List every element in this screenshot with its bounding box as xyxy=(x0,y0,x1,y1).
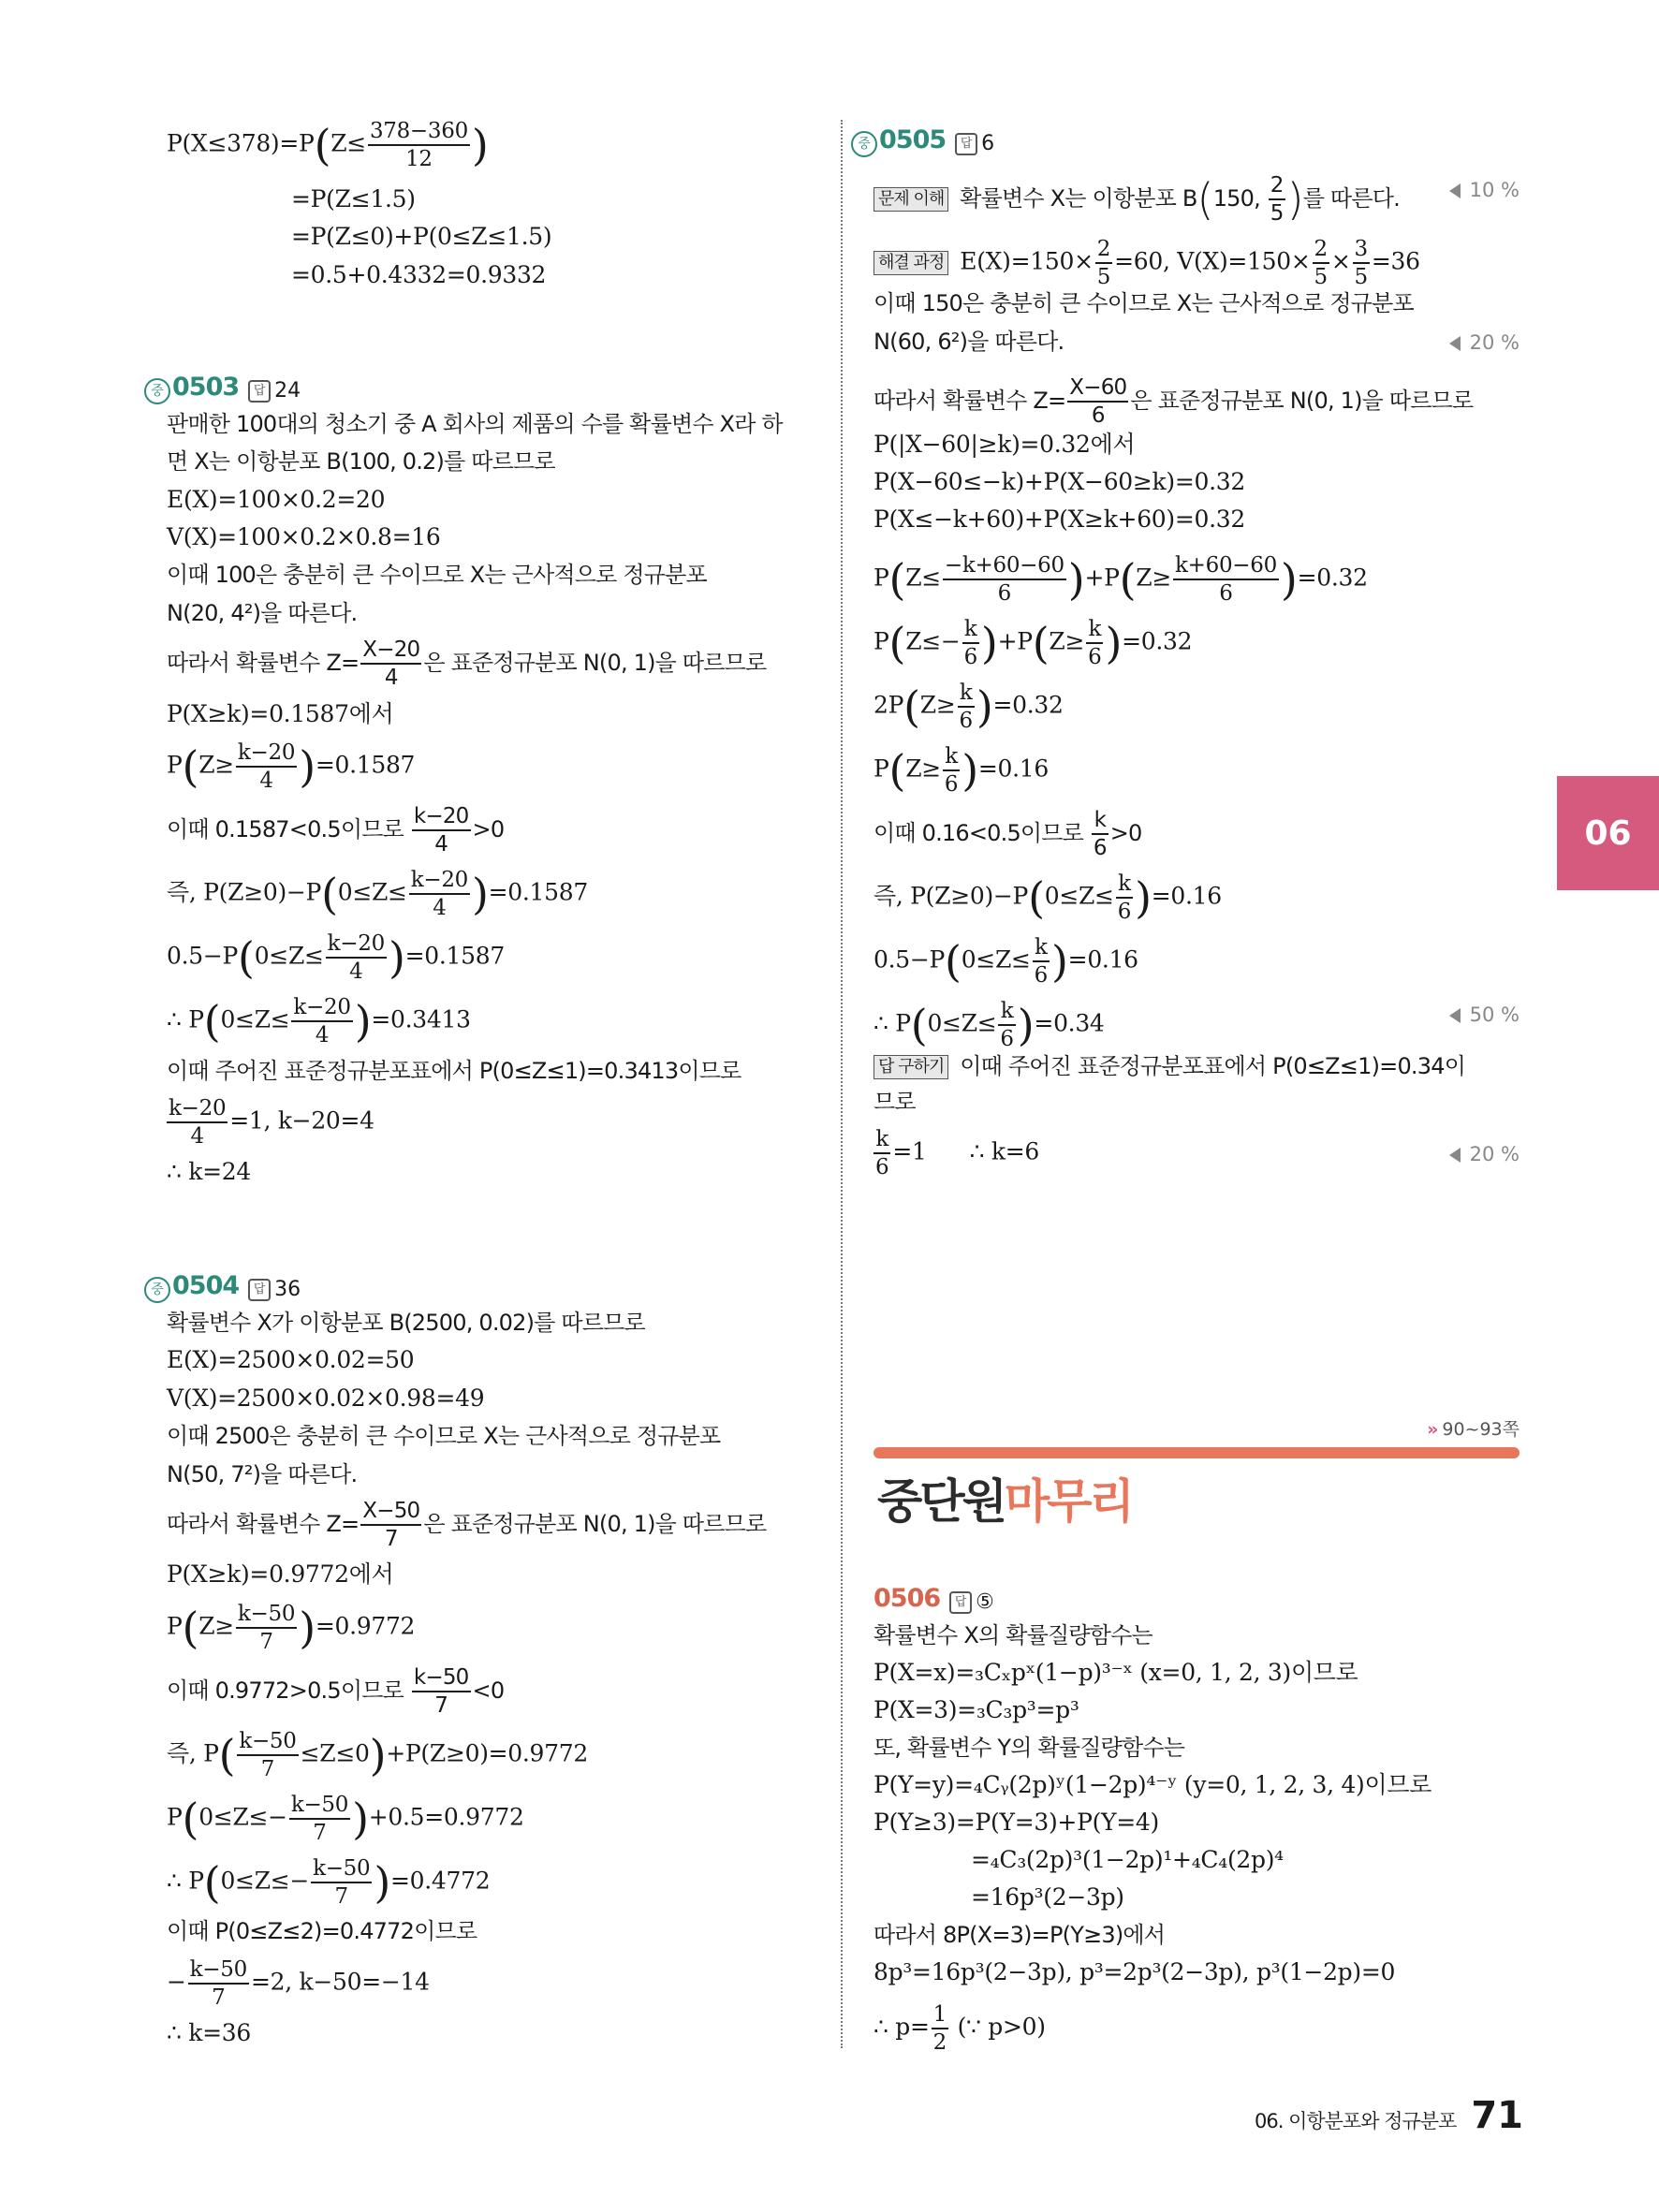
answer-value: 6 xyxy=(981,132,995,155)
answer-icon: 답 xyxy=(949,1591,972,1614)
p0505-text-14: 즉, P(Z≥0)−P(0≤Z≤ $\frac{k}{6}$ )=0.16 xyxy=(874,872,1222,924)
p0505-text-18: 므로 xyxy=(874,1089,916,1115)
problem-number: 0505 xyxy=(879,125,947,154)
p0503-text-6: N(20, 4²)을 따른다. xyxy=(167,600,358,626)
score-percent: 50 % xyxy=(1449,1003,1520,1026)
p0503-text-3: E(X)=100×0.2=20 xyxy=(167,486,386,513)
problem-0505-header xyxy=(851,125,994,157)
tag-understand: 문제 이해 xyxy=(874,187,948,212)
p0503-text-11: 즉, P(Z≥0)−P(0≤Z≤ $\frac{k-20}{4}$ )=0.1587 xyxy=(167,868,588,920)
score-percent: 20 % xyxy=(1449,331,1520,354)
problem-number: 0506 xyxy=(874,1584,941,1613)
answer-value: 36 xyxy=(274,1278,301,1301)
answer-icon: 답 xyxy=(248,1279,271,1301)
banner-bar xyxy=(874,1447,1520,1458)
problem-0506-header xyxy=(874,1584,994,1614)
p0503-text-15: $\frac{k-20}{4}$ =1, k−20=4 xyxy=(169,1096,374,1149)
p0504-text-1: 확률변수 X가 이항분포 B(2500, 0.02)를 따르므로 xyxy=(167,1310,645,1336)
p0505-text-11: 2P(Z≥ $\frac{k}{6}$ )=0.32 xyxy=(874,681,1064,733)
double-chevron-icon: » xyxy=(1427,1419,1439,1440)
top-line-1: P(X≤378)=P(Z≤ $\frac{378-360}{12}$ ) xyxy=(167,119,489,171)
chapter-side-tab: 06 xyxy=(1557,776,1659,890)
answer-icon: 답 xyxy=(955,133,977,155)
p0504-text-11: P(0≤Z≤− $\frac{k-50}{7}$ )+0.5=0.9772 xyxy=(167,1793,524,1845)
p0505-text-10: P(Z≤− $\frac{k}{6}$ )+P(Z≥ $\frac{k}{6}$ )=0.32 xyxy=(874,617,1193,669)
top-line-3: =P(Z≤0)+P(0≤Z≤1.5) xyxy=(291,223,552,250)
score-percent: 10 % xyxy=(1449,179,1520,201)
p0504-text-7: P(X≥k)=0.9772에서 xyxy=(167,1560,394,1588)
p0504-text-6: 따라서 확률변수 Z= $\frac{X-50}{7}$ 은 표준정규분포 N(0, 1)을 따르므로 xyxy=(167,1499,767,1551)
problem-number: 0504 xyxy=(172,1271,240,1300)
p0506-text-10: 8p³=16p³(2−3p), p³=2p³(2−3p), p³(1−2p)=0 xyxy=(874,1958,1396,1985)
problem-0503-header xyxy=(144,373,301,404)
p0504-text-15: ∴ k=36 xyxy=(167,2019,251,2046)
p0503-text-7: 따라서 확률변수 Z= $\frac{X-20}{4}$ 은 표준정규분포 N(0, 1)을 따르므로 xyxy=(167,637,767,690)
p0505-text-15: 0.5−P(0≤Z≤ $\frac{k}{6}$ )=0.16 xyxy=(874,935,1138,988)
level-badge: 중 xyxy=(851,131,877,157)
chapter-title: 06. 이항분포와 정규분포 xyxy=(1255,2110,1457,2132)
p0505-text-1: 문제 이해 확률변수 X는 이항분포 B(150, $\frac{2}{5}$ )를 따른다. xyxy=(874,172,1400,227)
p0503-text-13: ∴ P(0≤Z≤ $\frac{k-20}{4}$ )=0.3413 xyxy=(167,995,471,1047)
p0503-text-4: V(X)=100×0.2×0.8=16 xyxy=(167,523,441,550)
column-divider xyxy=(841,120,843,2048)
p0503-text-16: ∴ k=24 xyxy=(167,1158,251,1185)
top-line-2: =P(Z≤1.5) xyxy=(291,185,416,212)
p0506-text-2: P(X=x)=₃Cₓpˣ(1−p)³⁻ˣ (x=0, 1, 2, 3)이므로 xyxy=(874,1659,1358,1686)
p0503-text-12: 0.5−P(0≤Z≤ $\frac{k-20}{4}$ )=0.1587 xyxy=(167,931,505,984)
p0505-text-7: P(X−60≤−k)+P(X−60≥k)=0.32 xyxy=(874,468,1245,495)
p0506-text-6: P(Y≥3)=P(Y=3)+P(Y=4) xyxy=(874,1809,1159,1836)
p0503-text-8: P(X≥k)=0.1587에서 xyxy=(167,700,394,727)
p0504-text-12: ∴ P(0≤Z≤− $\frac{k-50}{7}$ )=0.4772 xyxy=(167,1856,491,1909)
p0505-text-2: 해결 과정 E(X)=150× $\frac{2}{5}$ =60, V(X)=150× $\frac{2}{5}$ × $\frac{3}{5}$ =36 xyxy=(874,236,1420,290)
page-range: » 90~93쪽 xyxy=(1427,1419,1520,1440)
p0506-text-8: =16p³(2−3p) xyxy=(971,1883,1124,1911)
triangle-left-icon xyxy=(1449,336,1461,351)
p0504-text-10: 즉, P( $\frac{k-50}{7}$ ≤Z≤0)+P(Z≥0)=0.9772 xyxy=(167,1729,588,1781)
score-percent: 20 % xyxy=(1449,1143,1520,1165)
p0506-text-4: 또, 확률변수 Y의 확률질량함수는 xyxy=(874,1735,1185,1761)
p0504-text-13: 이때 P(0≤Z≤2)=0.4772이므로 xyxy=(167,1918,477,1944)
level-badge: 중 xyxy=(144,1277,170,1303)
p0505-text-16: ∴ P(0≤Z≤ $\frac{k}{6}$ )=0.34 xyxy=(874,999,1105,1051)
p0505-text-12: P(Z≥ $\frac{k}{6}$ )=0.16 xyxy=(874,744,1050,797)
page-number: 71 xyxy=(1471,2094,1523,2137)
p0504-text-8: P(Z≥ $\frac{k-50}{7}$ )=0.9772 xyxy=(167,1602,416,1654)
p0506-text-3: P(X=3)=₃C₃p³=p³ xyxy=(874,1696,1079,1723)
p0503-text-1: 판매한 100대의 청소기 중 A 회사의 제품의 수를 확률변수 X라 하 xyxy=(167,411,783,437)
p0505-text-5: 따라서 확률변수 Z= $\frac{X-60}{6}$ 은 표준정규분포 N(0, 1)을 따르므로 xyxy=(874,375,1474,428)
triangle-left-icon xyxy=(1449,1008,1461,1023)
level-badge: 중 xyxy=(144,378,170,404)
p0506-text-9: 따라서 8P(X=3)=P(Y≥3)에서 xyxy=(874,1922,1166,1948)
p0505-text-9: P(Z≤ $\frac{-k+60-60}{6}$ )+P(Z≥ $\frac{k+60-60}{6}$ )=0.32 xyxy=(874,553,1368,606)
p0504-text-9: 이때 0.9772>0.5이므로 $\frac{k-50}{7}$ <0 xyxy=(167,1665,505,1718)
p0504-text-3: V(X)=2500×0.02×0.98=49 xyxy=(167,1384,485,1412)
p0505-text-4: N(60, 6²)을 따른다. xyxy=(874,329,1064,355)
answer-value: ⑤ xyxy=(976,1590,994,1614)
p0504-text-5: N(50, 7²)을 따른다. xyxy=(167,1461,358,1487)
answer-icon: 답 xyxy=(248,380,271,403)
p0506-text-7: =₄C₃(2p)³(1−2p)¹+₄C₄(2p)⁴ xyxy=(971,1846,1284,1873)
p0506-text-11: ∴ p= $\frac{1}{2}$ (∵ p>0) xyxy=(874,2002,1046,2055)
tag-process: 해결 과정 xyxy=(874,251,948,275)
top-line-4: =0.5+0.4332=0.9332 xyxy=(291,261,547,288)
p0505-text-19: $\frac{k}{6}$ =1 ∴ k=6 xyxy=(875,1127,1039,1179)
p0505-text-6: P(|X−60|≥k)=0.32에서 xyxy=(874,431,1136,458)
problem-0504-header xyxy=(144,1271,301,1303)
p0504-text-2: E(X)=2500×0.02=50 xyxy=(167,1346,415,1373)
triangle-left-icon xyxy=(1449,1148,1461,1163)
p0505-text-3: 이때 150은 충분히 큰 수이므로 X는 근사적으로 정규분포 xyxy=(874,290,1414,316)
p0503-text-14: 이때 주어진 표준정규분포표에서 P(0≤Z≤1)=0.3413이므로 xyxy=(167,1058,741,1084)
answer-value: 24 xyxy=(274,379,301,403)
p0506-text-5: P(Y=y)=₄Cᵧ(2p)ʸ(1−2p)⁴⁻ʸ (y=0, 1, 2, 3, 4)이므로 xyxy=(874,1771,1432,1798)
section-title: 중단원마무리 xyxy=(877,1474,1132,1529)
p0503-text-9: P(Z≥ $\frac{k-20}{4}$ )=0.1587 xyxy=(167,740,416,793)
p0505-text-17: 답 구하기 이때 주어진 표준정규분포표에서 P(0≤Z≤1)=0.34이 xyxy=(874,1050,1465,1082)
p0503-text-10: 이때 0.1587<0.5이므로 $\frac{k-20}{4}$ >0 xyxy=(167,804,505,857)
p0503-text-5: 이때 100은 충분히 큰 수이므로 X는 근사적으로 정규분포 xyxy=(167,562,707,588)
p0505-text-13: 이때 0.16<0.5이므로 $\frac{k}{6}$ >0 xyxy=(874,808,1142,860)
p0504-text-14: − $\frac{k-50}{7}$ =2, k−50=−14 xyxy=(167,1957,430,2010)
tag-answer: 답 구하기 xyxy=(874,1055,948,1079)
page-footer xyxy=(1255,2094,1523,2137)
problem-number: 0503 xyxy=(172,373,240,402)
p0503-text-2: 면 X는 이항분포 B(100, 0.2)를 따르므로 xyxy=(167,448,555,475)
p0505-text-8: P(X≤−k+60)+P(X≥k+60)=0.32 xyxy=(874,505,1245,533)
triangle-left-icon xyxy=(1449,183,1461,198)
p0504-text-4: 이때 2500은 충분히 큰 수이므로 X는 근사적으로 정규분포 xyxy=(167,1423,721,1449)
p0506-text-1: 확률변수 X의 확률질량함수는 xyxy=(874,1622,1152,1648)
